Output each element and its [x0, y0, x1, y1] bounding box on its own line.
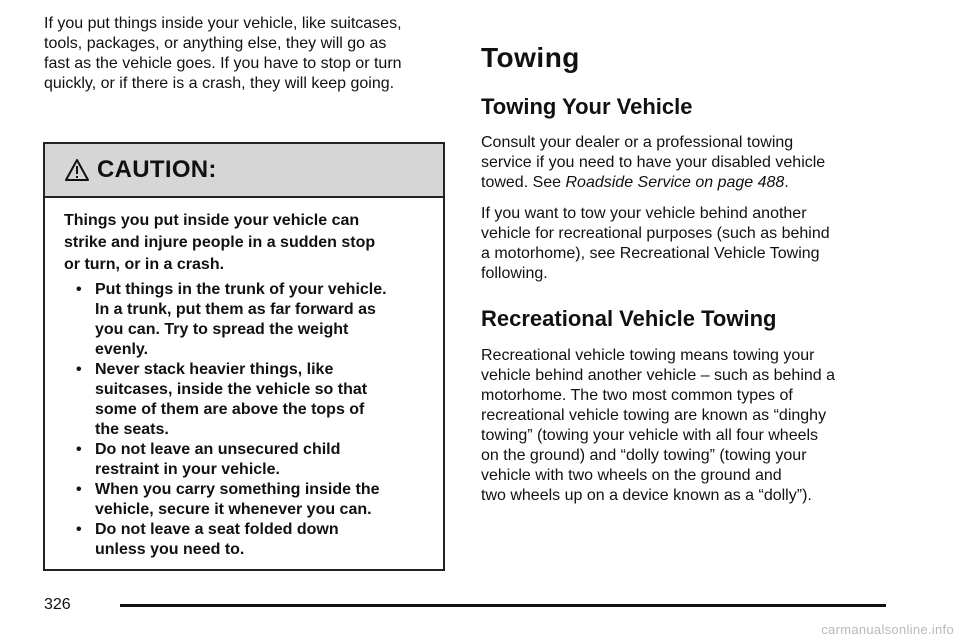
- bullet-line: unless you need to.: [95, 541, 245, 558]
- towing-section: [481, 42, 901, 506]
- towing-paragraph-2: [481, 204, 901, 284]
- intro-line: quickly, or if there is a crash, they will keep going.: [44, 75, 395, 92]
- intro-paragraph: [44, 14, 444, 94]
- caution-header: [45, 144, 443, 198]
- caution-lead-line: Things you put inside your vehicle can: [64, 212, 360, 229]
- bullet-line: vehicle, secure it whenever you can.: [95, 501, 372, 518]
- para-line: towing” (towing your vehicle with all four wheels: [481, 427, 819, 444]
- bullet-line: Never stack heavier things, like: [95, 361, 334, 378]
- intro-line: tools, packages, or anything else, they will go as: [44, 35, 387, 52]
- para-line: Recreational vehicle towing means towing your: [481, 347, 815, 364]
- caution-bullet: [64, 480, 427, 520]
- bullet-icon: •: [76, 441, 82, 458]
- bullet-line: you can. Try to spread the weight: [95, 321, 349, 338]
- para-line: following.: [481, 265, 548, 282]
- bullet-line: suitcases, inside the vehicle so that: [95, 381, 368, 398]
- bullet-line: the seats.: [95, 421, 169, 438]
- bullet-line: Do not leave an unsecured child: [95, 441, 341, 458]
- warning-triangle-icon: [65, 158, 89, 182]
- caution-bullet: [64, 280, 427, 360]
- para-line: a motorhome), see Recreational Vehicle Towing: [481, 245, 820, 262]
- cross-reference-link[interactable]: Roadside Service on page 488: [565, 174, 785, 191]
- para-text: .: [784, 174, 789, 191]
- para-line: two wheels up on a device known as a “dolly”).: [481, 487, 812, 504]
- para-line: vehicle behind another vehicle – such as behind a: [481, 367, 836, 384]
- page-heading: Towing: [481, 42, 580, 73]
- para-line: If you want to tow your vehicle behind another: [481, 205, 807, 222]
- section-title-recreational-towing: Recreational Vehicle Towing: [481, 306, 777, 331]
- caution-lead: [64, 210, 427, 276]
- bullet-icon: •: [76, 281, 82, 298]
- caution-body: [45, 198, 443, 560]
- caution-bullet: [64, 520, 427, 560]
- bullet-line: Do not leave a seat folded down: [95, 521, 339, 538]
- bullet-icon: •: [76, 521, 82, 538]
- bullet-line: When you carry something inside the: [95, 481, 380, 498]
- bullet-line: In a trunk, put them as far forward as: [95, 301, 376, 318]
- footer-rule: [120, 604, 886, 607]
- bullet-line: restraint in your vehicle.: [95, 461, 280, 478]
- caution-lead-line: strike and injure people in a sudden stop: [64, 234, 376, 251]
- para-line: vehicle with two wheels on the ground and: [481, 467, 782, 484]
- para-line: Consult your dealer or a professional towing: [481, 134, 794, 151]
- caution-bullet-list: [64, 280, 427, 560]
- para-line: service if you need to have your disabled vehicle: [481, 154, 826, 171]
- towing-paragraph-1: [481, 133, 901, 193]
- intro-line: fast as the vehicle goes. If you have to stop or turn: [44, 55, 402, 72]
- watermark: carmanualsonline.info: [821, 622, 954, 637]
- para-line: on the ground) and “dolly towing” (towing your: [481, 447, 807, 464]
- intro-line: If you put things inside your vehicle, like suitcases,: [44, 15, 402, 32]
- bullet-line: evenly.: [95, 341, 149, 358]
- page-number: 326: [44, 596, 71, 613]
- bullet-icon: •: [76, 361, 82, 378]
- para-line: recreational vehicle towing are known as “dinghy: [481, 407, 827, 424]
- caution-bullet: [64, 440, 427, 480]
- caution-lead-line: or turn, or in a crash.: [64, 256, 225, 273]
- para-line: motorhome. The two most common types of: [481, 387, 793, 404]
- caution-box: [43, 142, 445, 571]
- recreational-paragraph: [481, 346, 901, 506]
- caution-bullet: [64, 360, 427, 440]
- bullet-line: Put things in the trunk of your vehicle.: [95, 281, 387, 298]
- para-line: [481, 173, 901, 193]
- para-line: vehicle for recreational purposes (such as behind: [481, 225, 830, 242]
- para-text: towed. See: [481, 174, 566, 191]
- section-title-towing-your-vehicle: Towing Your Vehicle: [481, 94, 693, 119]
- caution-title: CAUTION:: [97, 156, 217, 183]
- bullet-icon: •: [76, 481, 82, 498]
- bullet-line: some of them are above the tops of: [95, 401, 365, 418]
